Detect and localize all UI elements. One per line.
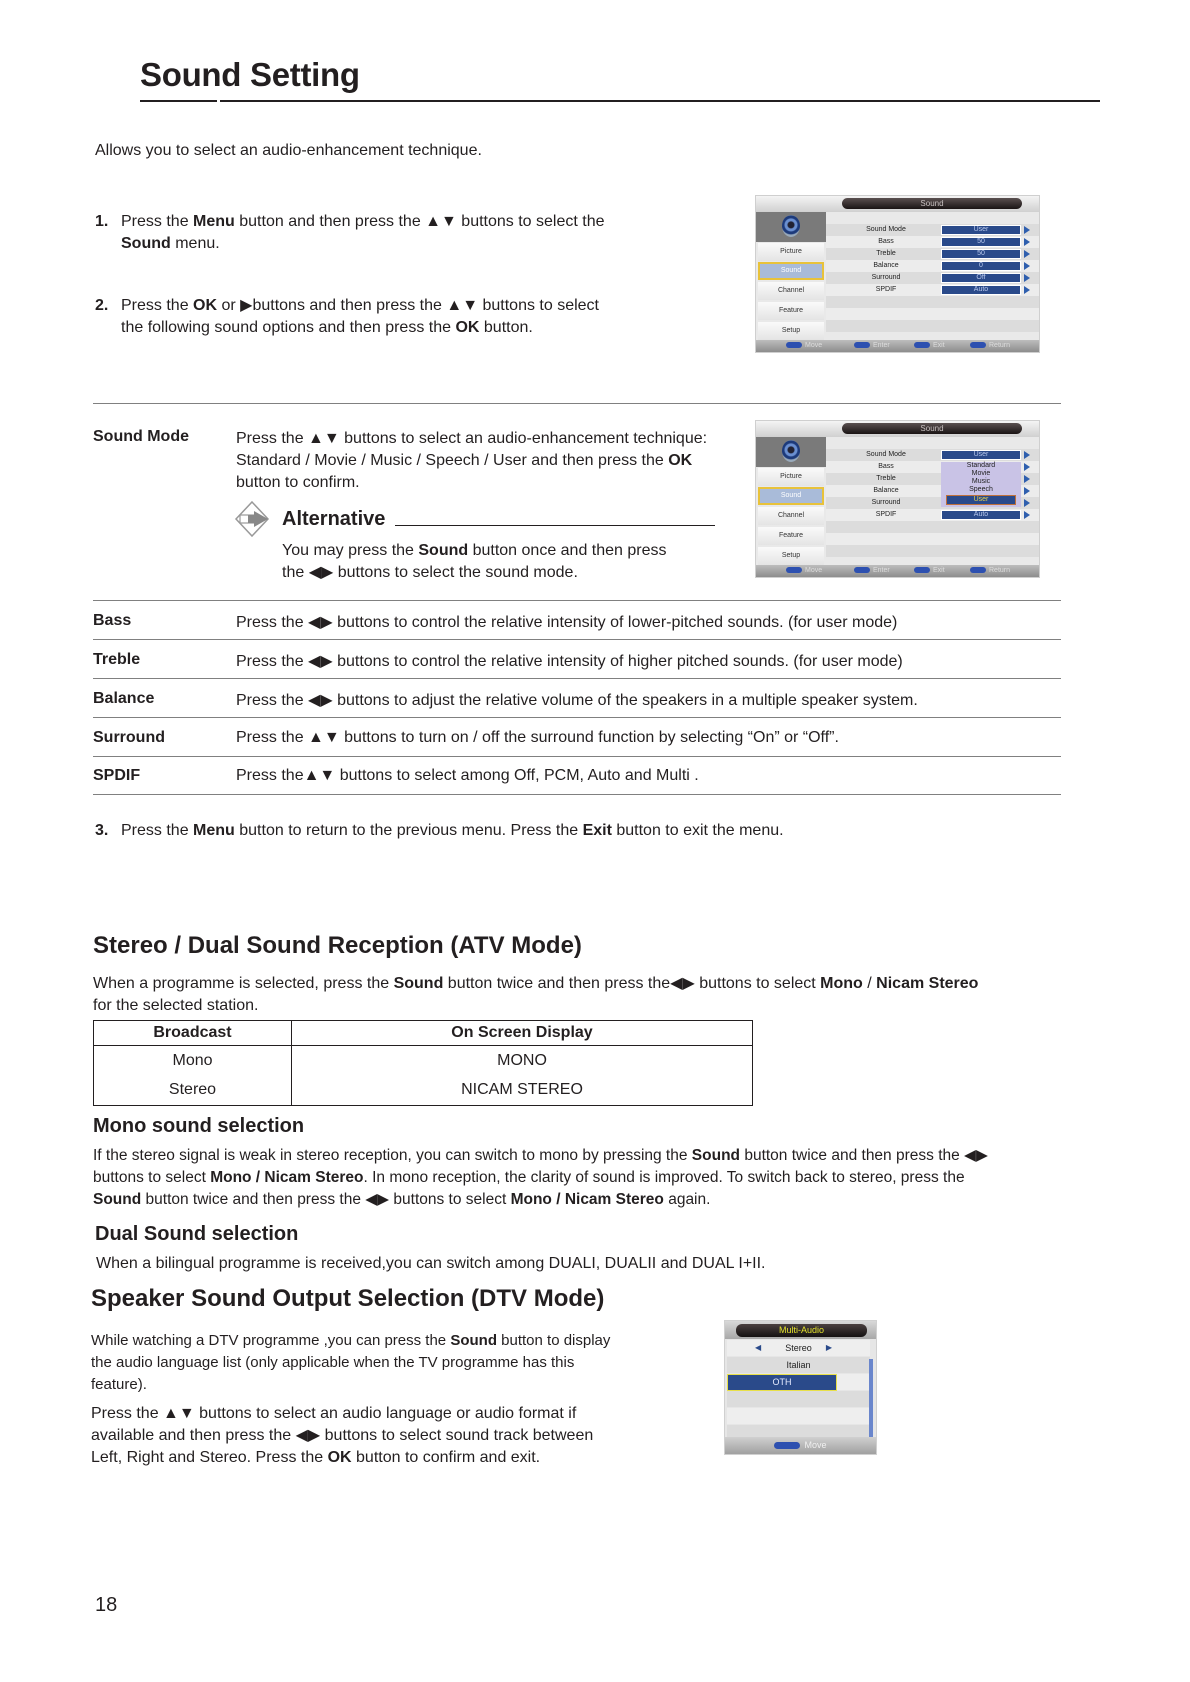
menu-row: Balance 0 (826, 260, 1039, 272)
right-arrow-icon (1024, 451, 1030, 459)
arrow-keys-icon (786, 567, 802, 573)
arrow-keys-icon (774, 1442, 800, 1449)
option-desc-sound-mode: Press the ▲▼ buttons to select an audio-enhancement technique: Standard / Movie / Music / Speech / User and then press the OK button to confirm. (236, 430, 708, 491)
sidebar-item-sound: Sound (758, 487, 824, 505)
step-1: 1. Press the Menu button and then press the ▲▼ buttons to select the Sound menu. (95, 213, 605, 252)
speaker-icon (782, 215, 800, 237)
intro-text: Allows you to select an audio-enhancement technique. (95, 142, 482, 159)
speaker-text-2: Press the ▲▼ buttons to select an audio language or audio format if available and then press the ◀▶ buttons to select sound track between Left, Right and Stereo. Press the OK button to confirm and exit. (91, 1405, 594, 1466)
option-label-spdif: SPDIF (93, 767, 141, 784)
multi-audio-title: Multi-Audio (736, 1324, 867, 1337)
page-number: 18 (95, 1594, 118, 1616)
right-arrow-icon (1024, 262, 1030, 270)
dual-text: When a bilingual programme is received,you can switch among DUALI, DUALII and DUAL I+II. (96, 1255, 766, 1272)
option-desc-bass: Press the ◀▶ buttons to control the relative intensity of lower-pitched sounds. (for user mode) (236, 614, 898, 631)
sidebar-item-channel: Channel (758, 507, 824, 525)
menu-row: Treble 50 (826, 248, 1039, 260)
title-rule (220, 100, 1100, 102)
mono-heading: Mono sound selection (93, 1115, 305, 1137)
right-arrow-icon (1024, 286, 1030, 294)
mono-text: If the stereo signal is weak in stereo reception, you can switch to mono by pressing the Sound button twice and then press the ◀▶ buttons to select Mono / Nicam Stereo. In mono reception, the clarity of sound is improved. To switch back to stereo, press the Sound button twice and then press the ◀▶ buttons to select Mono / Nicam Stereo again. (93, 1147, 988, 1208)
menu-row: Sound Mode User (826, 224, 1039, 236)
ok-key-icon (854, 342, 870, 348)
table-header: Broadcast (94, 1021, 292, 1046)
row-divider (93, 717, 1061, 718)
arrow-keys-icon (786, 342, 802, 348)
sidebar-item-setup: Setup (758, 547, 824, 565)
alternative-heading: Alternative (282, 508, 386, 530)
hint-bar: Move Enter Exit Return (756, 565, 1039, 577)
multi-audio-screenshot (724, 1320, 877, 1455)
left-arrow-icon: ◀ (755, 1343, 762, 1352)
row-divider (93, 639, 1061, 640)
sidebar-item-setup: Setup (758, 322, 824, 340)
page-title: Sound Setting (140, 56, 360, 93)
speaker-text-1: While watching a DTV programme ,you can press the Sound button to display the audio language list (only applicable when the TV programme has this feature). (91, 1332, 611, 1393)
menu-title: Sound (842, 198, 1022, 209)
step-number: 1. (95, 213, 109, 230)
section-divider (93, 403, 1061, 404)
menu-title: Sound (842, 423, 1022, 434)
right-arrow-icon (1024, 274, 1030, 282)
title-underline (140, 100, 217, 102)
alternative-arrow-icon (234, 500, 274, 538)
row-divider (93, 756, 1061, 757)
right-arrow-icon (1024, 475, 1030, 483)
menu-rows: Sound Mode User Bass Treble Balance Surround SPDIF Auto (826, 449, 1039, 557)
right-arrow-icon (1024, 226, 1030, 234)
menu-key-icon (970, 342, 986, 348)
sound-mode-dropdown: Standard Movie Music Speech User (941, 462, 1021, 507)
sidebar-item-feature: Feature (758, 527, 824, 545)
tv-sound-mode-dropdown-screenshot (755, 420, 1040, 578)
sidebar-item-channel: Channel (758, 282, 824, 300)
exit-key-icon (914, 567, 930, 573)
tv-sound-menu-screenshot (755, 195, 1040, 353)
sidebar-item-feature: Feature (758, 302, 824, 320)
row-divider (93, 794, 1061, 795)
right-arrow-icon (1024, 238, 1030, 246)
table-row: Mono MONO (94, 1046, 753, 1076)
right-arrow-icon: ▶ (825, 1343, 832, 1352)
audio-item: Italian (727, 1357, 870, 1373)
option-label-sound-mode: Sound Mode (93, 428, 189, 445)
menu-row: SPDIF Auto (826, 284, 1039, 296)
menu-rows (826, 224, 1039, 332)
track-selector: ◀ Stereo ▶ (727, 1340, 870, 1356)
speaker-heading: Speaker Sound Output Selection (DTV Mode) (91, 1285, 605, 1312)
option-label-bass: Bass (93, 612, 132, 629)
option-desc-surround: Press the ▲▼ buttons to turn on / off the surround function by selecting “On” or “Off”. (236, 729, 839, 746)
table-row: Stereo NICAM STEREO (94, 1076, 753, 1106)
scrollbar (869, 1359, 873, 1439)
option-label-treble: Treble (93, 651, 141, 668)
row-divider (93, 600, 1061, 601)
step-number: 3. (95, 822, 109, 839)
hint-bar: Move (725, 1437, 876, 1454)
option-desc-balance: Press the ◀▶ buttons to adjust the relative volume of the speakers in a multiple speaker system. (236, 692, 918, 709)
menu-row: Bass 50 (826, 236, 1039, 248)
step-3: 3. Press the Menu button to return to the previous menu. Press the Exit button to exit the menu. (95, 820, 995, 842)
menu-row: Surround Off (826, 272, 1039, 284)
option-desc-spdif: Press the▲▼ buttons to select among Off, PCM, Auto and Multi . (236, 767, 699, 784)
option-label-balance: Balance (93, 690, 155, 707)
sidebar-item-picture: Picture (758, 468, 824, 486)
audio-item-selected: OTH (727, 1374, 837, 1391)
row-divider (93, 678, 1061, 679)
alternative-text: You may press the Sound button once and then press the ◀▶ buttons to select the sound mode. (282, 542, 667, 581)
exit-key-icon (914, 342, 930, 348)
table-header: On Screen Display (292, 1021, 753, 1046)
broadcast-osd-table (93, 1020, 753, 1106)
dual-heading: Dual Sound selection (95, 1223, 299, 1245)
alternative-rule (395, 525, 715, 526)
ok-key-icon (854, 567, 870, 573)
menu-key-icon (970, 567, 986, 573)
option-label-surround: Surround (93, 729, 165, 746)
stereo-intro: When a programme is selected, press the Sound button twice and then press the◀▶ buttons to select Mono / Nicam Stereo for the selected station. (93, 975, 979, 1014)
sidebar-item-picture: Picture (758, 243, 824, 261)
right-arrow-icon (1024, 511, 1030, 519)
right-arrow-icon (1024, 463, 1030, 471)
speaker-icon (782, 440, 800, 462)
stereo-heading: Stereo / Dual Sound Reception (ATV Mode) (93, 932, 582, 959)
right-arrow-icon (1024, 487, 1030, 495)
option-desc-treble: Press the ◀▶ buttons to control the relative intensity of higher pitched sounds. (for user mode) (236, 653, 903, 670)
right-arrow-icon (1024, 499, 1030, 507)
hint-bar: Move Enter Exit Return (756, 340, 1039, 352)
dropdown-selected: User (946, 495, 1016, 505)
step-number: 2. (95, 297, 109, 314)
sidebar-item-sound: Sound (758, 262, 824, 280)
step-2: 2. Press the OK or ▶buttons and then press the ▲▼ buttons to select the following sound options and then press the OK button. (95, 297, 599, 336)
right-arrow-icon (1024, 250, 1030, 258)
